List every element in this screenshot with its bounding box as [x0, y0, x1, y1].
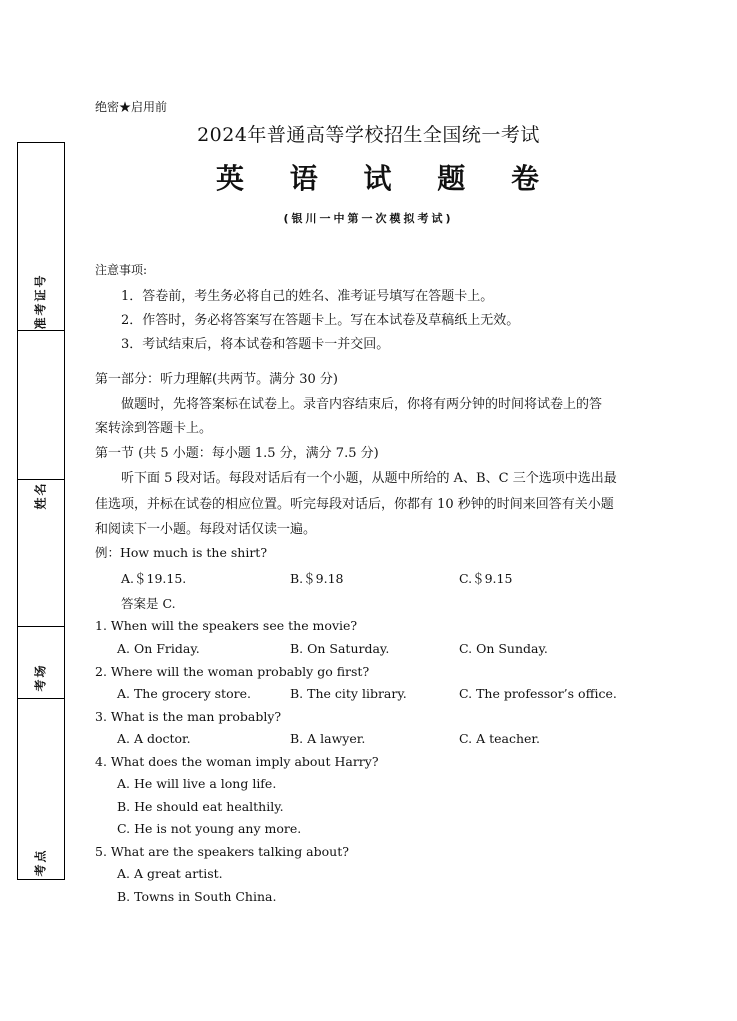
question-4-option-b: B. He should eat healthily.: [117, 799, 284, 814]
example-question: 例：How much is the shirt?: [95, 545, 268, 560]
sidebar-label-exam-room: 考场: [33, 663, 48, 692]
notice-heading: 注意事项:: [95, 263, 148, 277]
question-1-option-a: A. On Friday.: [117, 641, 200, 656]
section1-instruction-line: 和阅读下一小题。每段对话仅读一遍。: [95, 522, 317, 537]
question-5-option-a: A. A great artist.: [117, 866, 223, 881]
question-4: 4. What does the woman imply about Harry?: [95, 754, 379, 769]
question-2-option-b: B. The city library.: [290, 686, 407, 701]
question-2-option-c: C. The professor’s office.: [459, 686, 617, 701]
section1-instruction-line: 听下面 5 段对话。每段对话后有一个小题，从题中所给的 A、B、C 三个选项中选出最: [121, 471, 617, 486]
sidebar-divider: [18, 330, 64, 331]
subtitle: (银川一中第一次模拟考试): [283, 212, 454, 225]
question-1-option-c: C. On Sunday.: [459, 641, 548, 656]
example-option-b: B.＄9.18: [290, 571, 344, 586]
question-3-option-a: A. A doctor.: [117, 731, 191, 746]
question-5: 5. What are the speakers talking about?: [95, 844, 349, 859]
question-5-option-b: B. Towns in South China.: [117, 889, 277, 904]
sidebar-divider: [18, 626, 64, 627]
notice-item: 2．作答时，务必将答案写在答题卡上。写在本试卷及草稿纸上无效。: [121, 313, 520, 328]
question-3: 3. What is the man probably?: [95, 709, 282, 724]
question-1-option-b: B. On Saturday.: [290, 641, 390, 656]
sidebar-divider: [18, 698, 64, 699]
part1-intro-line: 做题时，先将答案标在试卷上。录音内容结束后，你将有两分钟的时间将试卷上的答: [121, 397, 603, 412]
question-2: 2. Where will the woman probably go first?: [95, 664, 370, 679]
question-3-option-b: B. A lawyer.: [290, 731, 366, 746]
sidebar-label-name: 姓名: [33, 481, 48, 510]
sidebar-label-exam-site: 考点: [33, 848, 48, 877]
notice-item: 3．考试结束后，将本试卷和答题卡一并交回。: [121, 337, 390, 352]
part1-intro-line: 案转涂到答题卡上。: [95, 421, 213, 436]
question-4-option-a: A. He will live a long life.: [117, 776, 277, 791]
paper-title: 英 语 试 题 卷: [216, 162, 557, 195]
question-4-option-c: C. He is not young any more.: [117, 821, 302, 836]
example-option-a: A.＄19.15.: [121, 571, 187, 586]
question-3-option-c: C. A teacher.: [459, 731, 540, 746]
secret-mark: 绝密★启用前: [95, 100, 168, 114]
question-2-option-a: A. The grocery store.: [117, 686, 251, 701]
notice-item: 1．答卷前，考生务必将自己的姓名、准考证号填写在答题卡上。: [121, 289, 494, 304]
section1-heading: 第一节 (共 5 小题：每小题 1.5 分，满分 7.5 分): [95, 446, 379, 461]
example-answer: 答案是 C.: [121, 596, 176, 611]
binding-sidebar: [17, 142, 65, 880]
question-1: 1. When will the speakers see the movie?: [95, 618, 358, 633]
part1-heading: 第一部分：听力理解(共两节。满分 30 分): [95, 372, 338, 387]
sidebar-divider: [18, 479, 64, 480]
sidebar-label-exam-number: 准考证号: [33, 273, 48, 330]
section1-instruction-line: 佳选项，并标在试卷的相应位置。听完每段对话后，你都有 10 秒钟的时间来回答有关小题: [95, 497, 614, 512]
example-option-c: C.＄9.15: [459, 571, 513, 586]
exam-title: 2024年普通高等学校招生全国统一考试: [197, 124, 540, 146]
